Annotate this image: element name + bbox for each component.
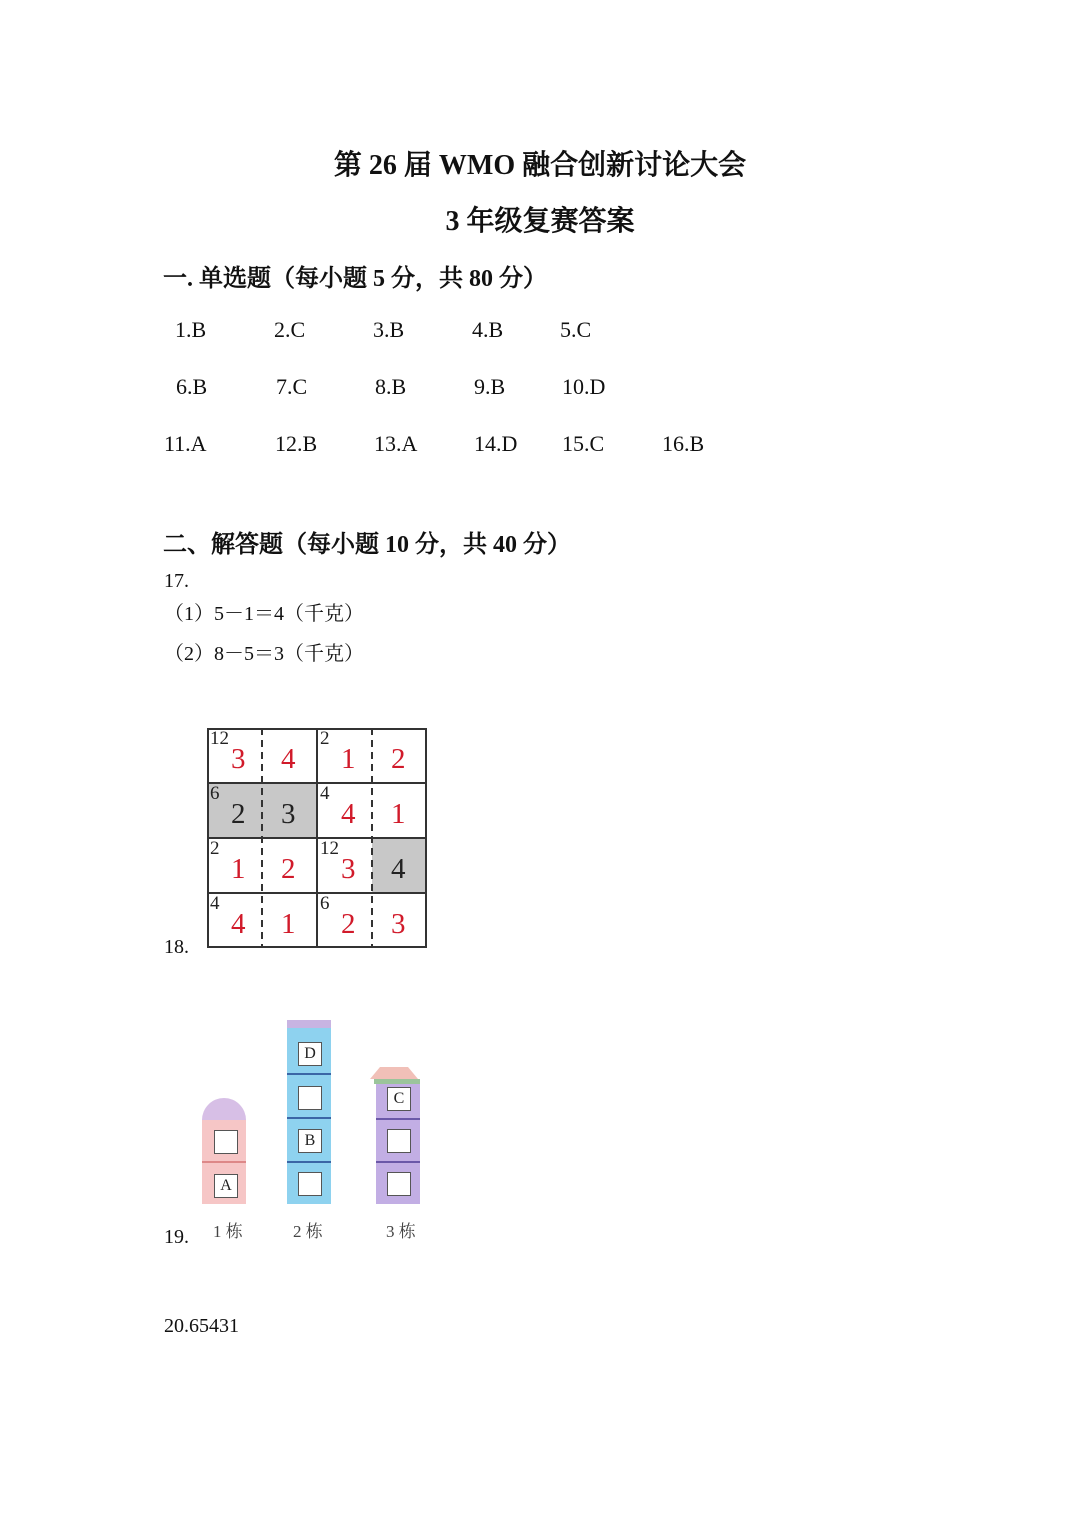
kenken-cell [317,838,372,893]
cage-clue: 2 [320,728,330,749]
document-title: 第 26 届 WMO 融合创新讨论大会 [333,150,747,181]
building-1-box-a: A [214,1174,238,1198]
building-3-label: 3 栋 [386,1222,416,1241]
building-1-window [214,1130,238,1154]
kenken-cell [372,893,427,948]
cell-value: 4 [391,853,406,885]
answer-item: 12.B [275,431,318,456]
cell-value: 2 [281,853,296,885]
cell-value: 2 [231,798,246,830]
cage-clue: 6 [210,783,220,804]
cell-value: 2 [391,743,406,775]
kenken-cell [372,728,427,783]
kenken-cell [262,838,317,893]
cage-clue: 4 [210,893,220,914]
cell-value: 3 [281,798,296,830]
kenken-cell [317,783,372,838]
building-3-window [387,1129,411,1153]
q18-label: 18. [164,936,189,958]
cage-clue: 4 [320,783,330,804]
building-2-box-d: D [298,1042,322,1066]
cell-value: 3 [341,853,356,885]
cage-clue: 12 [320,838,339,859]
kenken-cell [262,893,317,948]
answer-item: 9.B [474,374,506,399]
answer-item: 15.C [562,431,605,456]
section2-heading: 二、解答题（每小题 10 分，共 40 分） [163,532,571,558]
q20-answer: 20.65431 [164,1315,239,1337]
cell-value: 3 [391,908,406,940]
answer-item: 7.C [276,374,308,399]
cell-value: 1 [391,798,406,830]
kenken-cell [207,893,262,948]
kenken-cell [317,893,372,948]
cell-value: 1 [231,853,246,885]
cage-clue: 6 [320,893,330,914]
cell-value: 3 [231,743,246,775]
cell-value: 1 [281,908,296,940]
kenken-cell [262,783,317,838]
answer-item: 3.B [373,317,405,342]
answer-item: 14.D [474,431,518,456]
answer-item: 8.B [375,374,407,399]
kenken-cell [207,783,262,838]
cell-value: 2 [341,908,356,940]
q17-line1: （1）5－1＝4（千克） [164,603,364,625]
answer-item: 13.A [374,431,418,456]
q17-line2: （2）8－5＝3（千克） [164,643,364,665]
building-2-window [298,1172,322,1196]
building-3-box-c: C [387,1087,411,1111]
building-1-roof [202,1098,246,1120]
answer-item: 2.C [274,317,306,342]
answer-item: 10.D [562,374,606,399]
building-2-roof [287,1020,331,1028]
kenken-cell [262,728,317,783]
kenken-cell [372,783,427,838]
kenken-cell [372,838,427,893]
answer-item: 11.A [164,431,207,456]
answer-item: 4.B [472,317,504,342]
q19-label: 19. [164,1226,189,1248]
answer-item: 5.C [560,317,592,342]
answer-item: 16.B [662,431,705,456]
building-1-label: 1 栋 [213,1222,243,1241]
cell-value: 1 [341,743,356,775]
answer-item: 6.B [176,374,208,399]
cell-value: 4 [341,798,356,830]
kenken-cell [317,728,372,783]
kenken-cell [207,728,262,783]
section1-heading: 一. 单选题（每小题 5 分，共 80 分） [163,266,547,292]
building-2-window [298,1086,322,1110]
answer-item: 1.B [175,317,207,342]
document-subtitle: 3 年级复赛答案 [445,206,635,237]
cage-clue: 2 [210,838,220,859]
kenken-grid [207,728,427,948]
q17-label: 17. [164,570,189,592]
building-2-box-b: B [298,1129,322,1153]
cage-clue: 12 [210,728,229,749]
cell-value: 4 [231,908,246,940]
building-3-roof [370,1067,418,1079]
building-3-window [387,1172,411,1196]
kenken-cell [207,838,262,893]
cell-value: 4 [281,743,296,775]
building-2-label: 2 栋 [293,1222,323,1241]
